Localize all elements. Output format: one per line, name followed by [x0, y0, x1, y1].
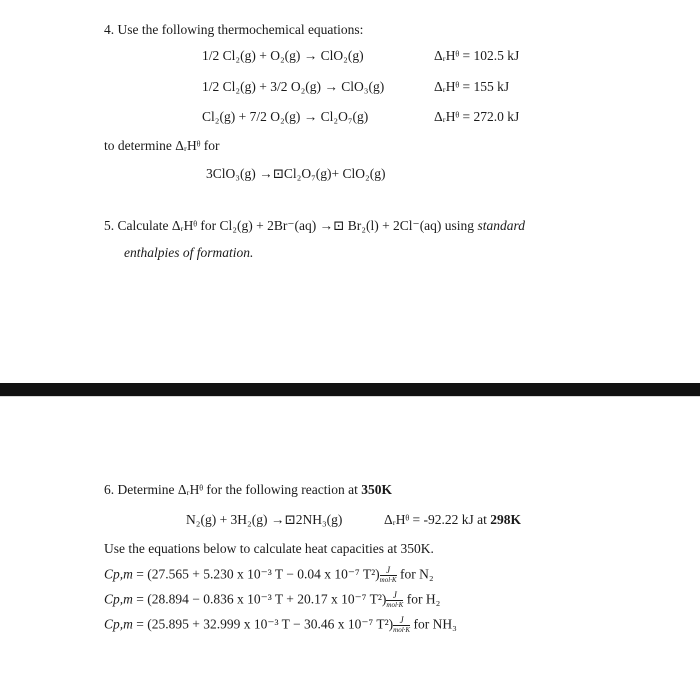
unit-fraction	[380, 566, 397, 585]
unit-den: mol·K	[386, 601, 404, 609]
cp-expr: = (28.894 − 0.836 x 10⁻³ T + 20.17 x 10⁻⁷ T²)	[136, 591, 387, 607]
cp-row-h2	[104, 591, 440, 610]
q4-eq3-rhs: ΔᵣHᶿ = 272.0 kJ	[434, 109, 520, 124]
q5-line2: enthalpies of formation.	[124, 245, 254, 260]
section-divider-shadow	[0, 396, 700, 397]
section-divider	[0, 383, 700, 396]
cp-species: for NH₃	[413, 616, 457, 632]
q6-given	[384, 512, 521, 528]
unit-fraction	[393, 616, 410, 635]
q4-eq2-lhs: 1/2 Cl₂(g) + 3/2 O₂(g) → ClO₃(g)	[202, 79, 385, 94]
cp-label: Cp,m	[104, 591, 133, 607]
q5-line1-emph: standard	[477, 218, 525, 233]
q6-title-temp: 350K	[361, 482, 392, 497]
cp-row-n2	[104, 566, 434, 585]
cp-species: for H₂	[406, 591, 441, 607]
q4-title: 4. Use the following thermochemical equations:	[104, 22, 364, 37]
unit-den: mol·K	[379, 576, 397, 584]
q6-title	[104, 482, 392, 498]
q4-target-reaction: 3ClO₃(g) →⊡Cl₂O₇(g)+ ClO₂(g)	[206, 166, 386, 181]
q6-given-prefix: ΔᵣHᶿ = -92.22 kJ at	[384, 512, 491, 527]
q5-line1	[104, 218, 525, 234]
unit-num: J	[386, 591, 403, 601]
q5-line1-prefix: 5. Calculate ΔᵣHᶿ for Cl₂(g) + 2Br⁻(aq) →⊡ Br₂(l) + 2Cl⁻(aq) using	[104, 218, 478, 233]
q6-title-prefix: 6. Determine ΔᵣHᶿ for the following reaction at	[104, 482, 362, 497]
cp-row-nh3	[104, 616, 457, 635]
q4-eq1-lhs: 1/2 Cl₂(g) + O₂(g) → ClO₂(g)	[202, 48, 364, 63]
cp-expr: = (27.565 + 5.230 x 10⁻³ T − 0.04 x 10⁻⁷ T²)	[136, 566, 380, 582]
unit-fraction	[386, 591, 403, 610]
unit-num: J	[393, 616, 410, 626]
q6-instruction: Use the equations below to calculate heat capacities at 350K.	[104, 541, 434, 556]
q6-given-temp: 298K	[490, 512, 522, 527]
cp-species: for N₂	[399, 566, 434, 582]
cp-label: Cp,m	[104, 616, 133, 632]
q4-determine: to determine ΔᵣHᶿ for	[104, 138, 220, 153]
unit-den: mol·K	[393, 626, 411, 634]
unit-num: J	[380, 566, 397, 576]
cp-expr: = (25.895 + 32.999 x 10⁻³ T − 30.46 x 10⁻⁷ T²)	[136, 616, 394, 632]
cp-label: Cp,m	[104, 566, 133, 582]
q4-eq1-rhs: ΔᵣHᶿ = 102.5 kJ	[434, 48, 520, 63]
q6-reaction: N₂(g) + 3H₂(g) →⊡2NH₃(g)	[186, 512, 343, 527]
q4-eq2-rhs: ΔᵣHᶿ = 155 kJ	[434, 79, 510, 94]
q4-eq3-lhs: Cl₂(g) + 7/2 O₂(g) → Cl₂O₇(g)	[202, 109, 369, 124]
